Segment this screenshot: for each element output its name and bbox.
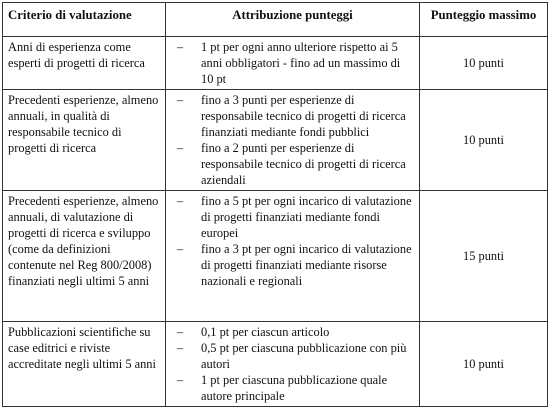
header-row: [3, 3, 548, 37]
list-item: – fino a 5 pt per ogni incarico di valutazione di progetti finanziati mediante fondi europei: [171, 193, 414, 241]
punteggi-cell: [166, 37, 420, 90]
punteggi-cell: [166, 90, 420, 191]
punteggi-cell: [166, 191, 420, 322]
criterio-cell: Pubblicazioni scientifiche su case editrici e riviste accreditate negli ultimi 5 anni: [3, 322, 166, 407]
table-row: [3, 322, 548, 407]
table-row: [3, 37, 548, 90]
header-attribuzione: Attribuzione punteggi: [166, 3, 420, 37]
punteggi-list: [171, 193, 414, 289]
header-criterio: Criterio di valutazione: [3, 3, 166, 37]
criterio-cell: Precedenti esperienze, almeno annuali, in qualità di responsabile tecnico di progetti di ricerca: [3, 90, 166, 191]
punteggi-list: [171, 39, 414, 87]
list-item: – 0,5 pt per ciascuna pubblicazione con più autori: [171, 340, 414, 372]
table-row: [3, 191, 548, 322]
evaluation-criteria-table: [2, 2, 548, 407]
table-row: [3, 90, 548, 191]
criterio-cell: Precedenti esperienze, almeno annuali, di valutazione di progetti di ricerca e sviluppo (come da definizioni contenute nel Reg 800/2008) finanziati negli ultimi 5 anni: [3, 191, 166, 322]
punteggi-list: [171, 324, 414, 404]
list-item: – fino a 2 punti per esperienze di responsabile tecnico di progetti di ricerca aziendali: [171, 140, 414, 188]
header-massimo: Punteggio massimo: [420, 3, 548, 37]
massimo-cell: 15 punti: [420, 191, 548, 322]
list-item: – 1 pt per ciascuna pubblicazione quale autore principale: [171, 372, 414, 404]
massimo-cell: 10 punti: [420, 37, 548, 90]
list-item: – fino a 3 punti per esperienze di responsabile tecnico di progetti di ricerca finanziati mediante fondi pubblici: [171, 92, 414, 140]
criterio-cell: Anni di esperienza come esperti di progetti di ricerca: [3, 37, 166, 90]
list-item: – fino a 3 pt per ogni incarico di valutazione di progetti finanziati mediante risorse nazionali e regionali: [171, 241, 414, 289]
massimo-cell: 10 punti: [420, 90, 548, 191]
massimo-cell: 10 punti: [420, 322, 548, 407]
list-item: – 1 pt per ogni anno ulteriore rispetto ai 5 anni obbligatori - fino ad un massimo di 10 pt: [171, 39, 414, 87]
punteggi-cell: [166, 322, 420, 407]
punteggi-list: [171, 92, 414, 188]
list-item: – 0,1 pt per ciascun articolo: [171, 324, 414, 340]
